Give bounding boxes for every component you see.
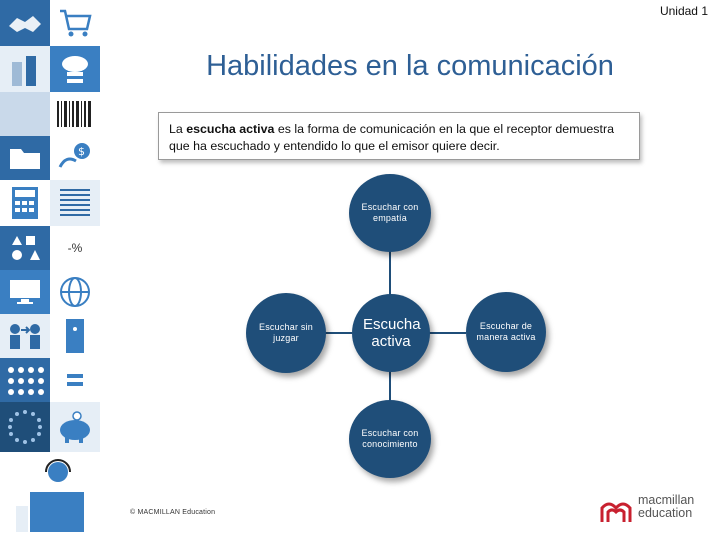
copyright-footer: © MACMILLAN Education <box>130 509 216 516</box>
cloud-network-icon <box>50 46 100 92</box>
handshake-icon <box>0 0 50 46</box>
logo-line1: macmillan <box>638 493 695 507</box>
equals-icon <box>50 358 100 402</box>
calculator-icon <box>0 180 50 226</box>
shopping-cart-icon <box>50 0 100 46</box>
server-icon <box>50 314 100 358</box>
definition-term: escucha activa <box>186 122 275 136</box>
decorative-sidebar <box>0 0 100 540</box>
people-exchange-icon <box>0 314 50 358</box>
node-center-label: Escucha activa <box>363 316 421 350</box>
macmillan-logo-mark-icon <box>600 494 634 526</box>
blank-tile <box>0 92 50 136</box>
bottles-icon <box>0 46 50 92</box>
definition-text-end: es la forma de comunicación en la que el receptor demuestra que ha escuchado y entendido lo que el emisor quiere decir. <box>169 122 614 153</box>
node-left-label: Escuchar sin juzgar <box>259 322 313 343</box>
node-top-label: Escuchar con empatía <box>361 202 419 223</box>
diagram-node-top <box>349 174 431 252</box>
document-lines-icon <box>50 180 100 226</box>
support-agent-icon <box>0 452 100 540</box>
folder-icon <box>0 136 50 180</box>
diagram-node-right <box>466 292 546 372</box>
diagram-node-center <box>352 294 430 372</box>
monitor-icon <box>0 270 50 314</box>
logo-wordmark <box>638 494 694 520</box>
globe-icon <box>50 270 100 314</box>
macmillan-logo <box>600 494 706 526</box>
definition-box <box>158 112 640 160</box>
piggy-bank-icon <box>50 402 100 452</box>
node-right-label: Escuchar de manera activa <box>476 321 536 342</box>
percent-label: -% <box>67 241 83 255</box>
unit-label: Unidad 1 <box>659 4 708 18</box>
eu-stars-icon <box>0 402 50 452</box>
barcode-icon <box>50 92 100 136</box>
percent-icon <box>50 226 100 270</box>
definition-text-start: La <box>169 122 187 136</box>
shapes-icon <box>0 226 50 270</box>
page-title: Habilidades en la comunicación <box>206 50 614 82</box>
svg-text:$: $ <box>78 145 85 158</box>
crowd-icon <box>0 358 50 402</box>
currency-cycle-icon <box>50 136 100 180</box>
node-bottom-label: Escuchar con conocimiento <box>361 428 419 449</box>
logo-line2: education <box>638 506 693 520</box>
diagram-node-left <box>246 293 326 373</box>
diagram-node-bottom <box>349 400 431 478</box>
